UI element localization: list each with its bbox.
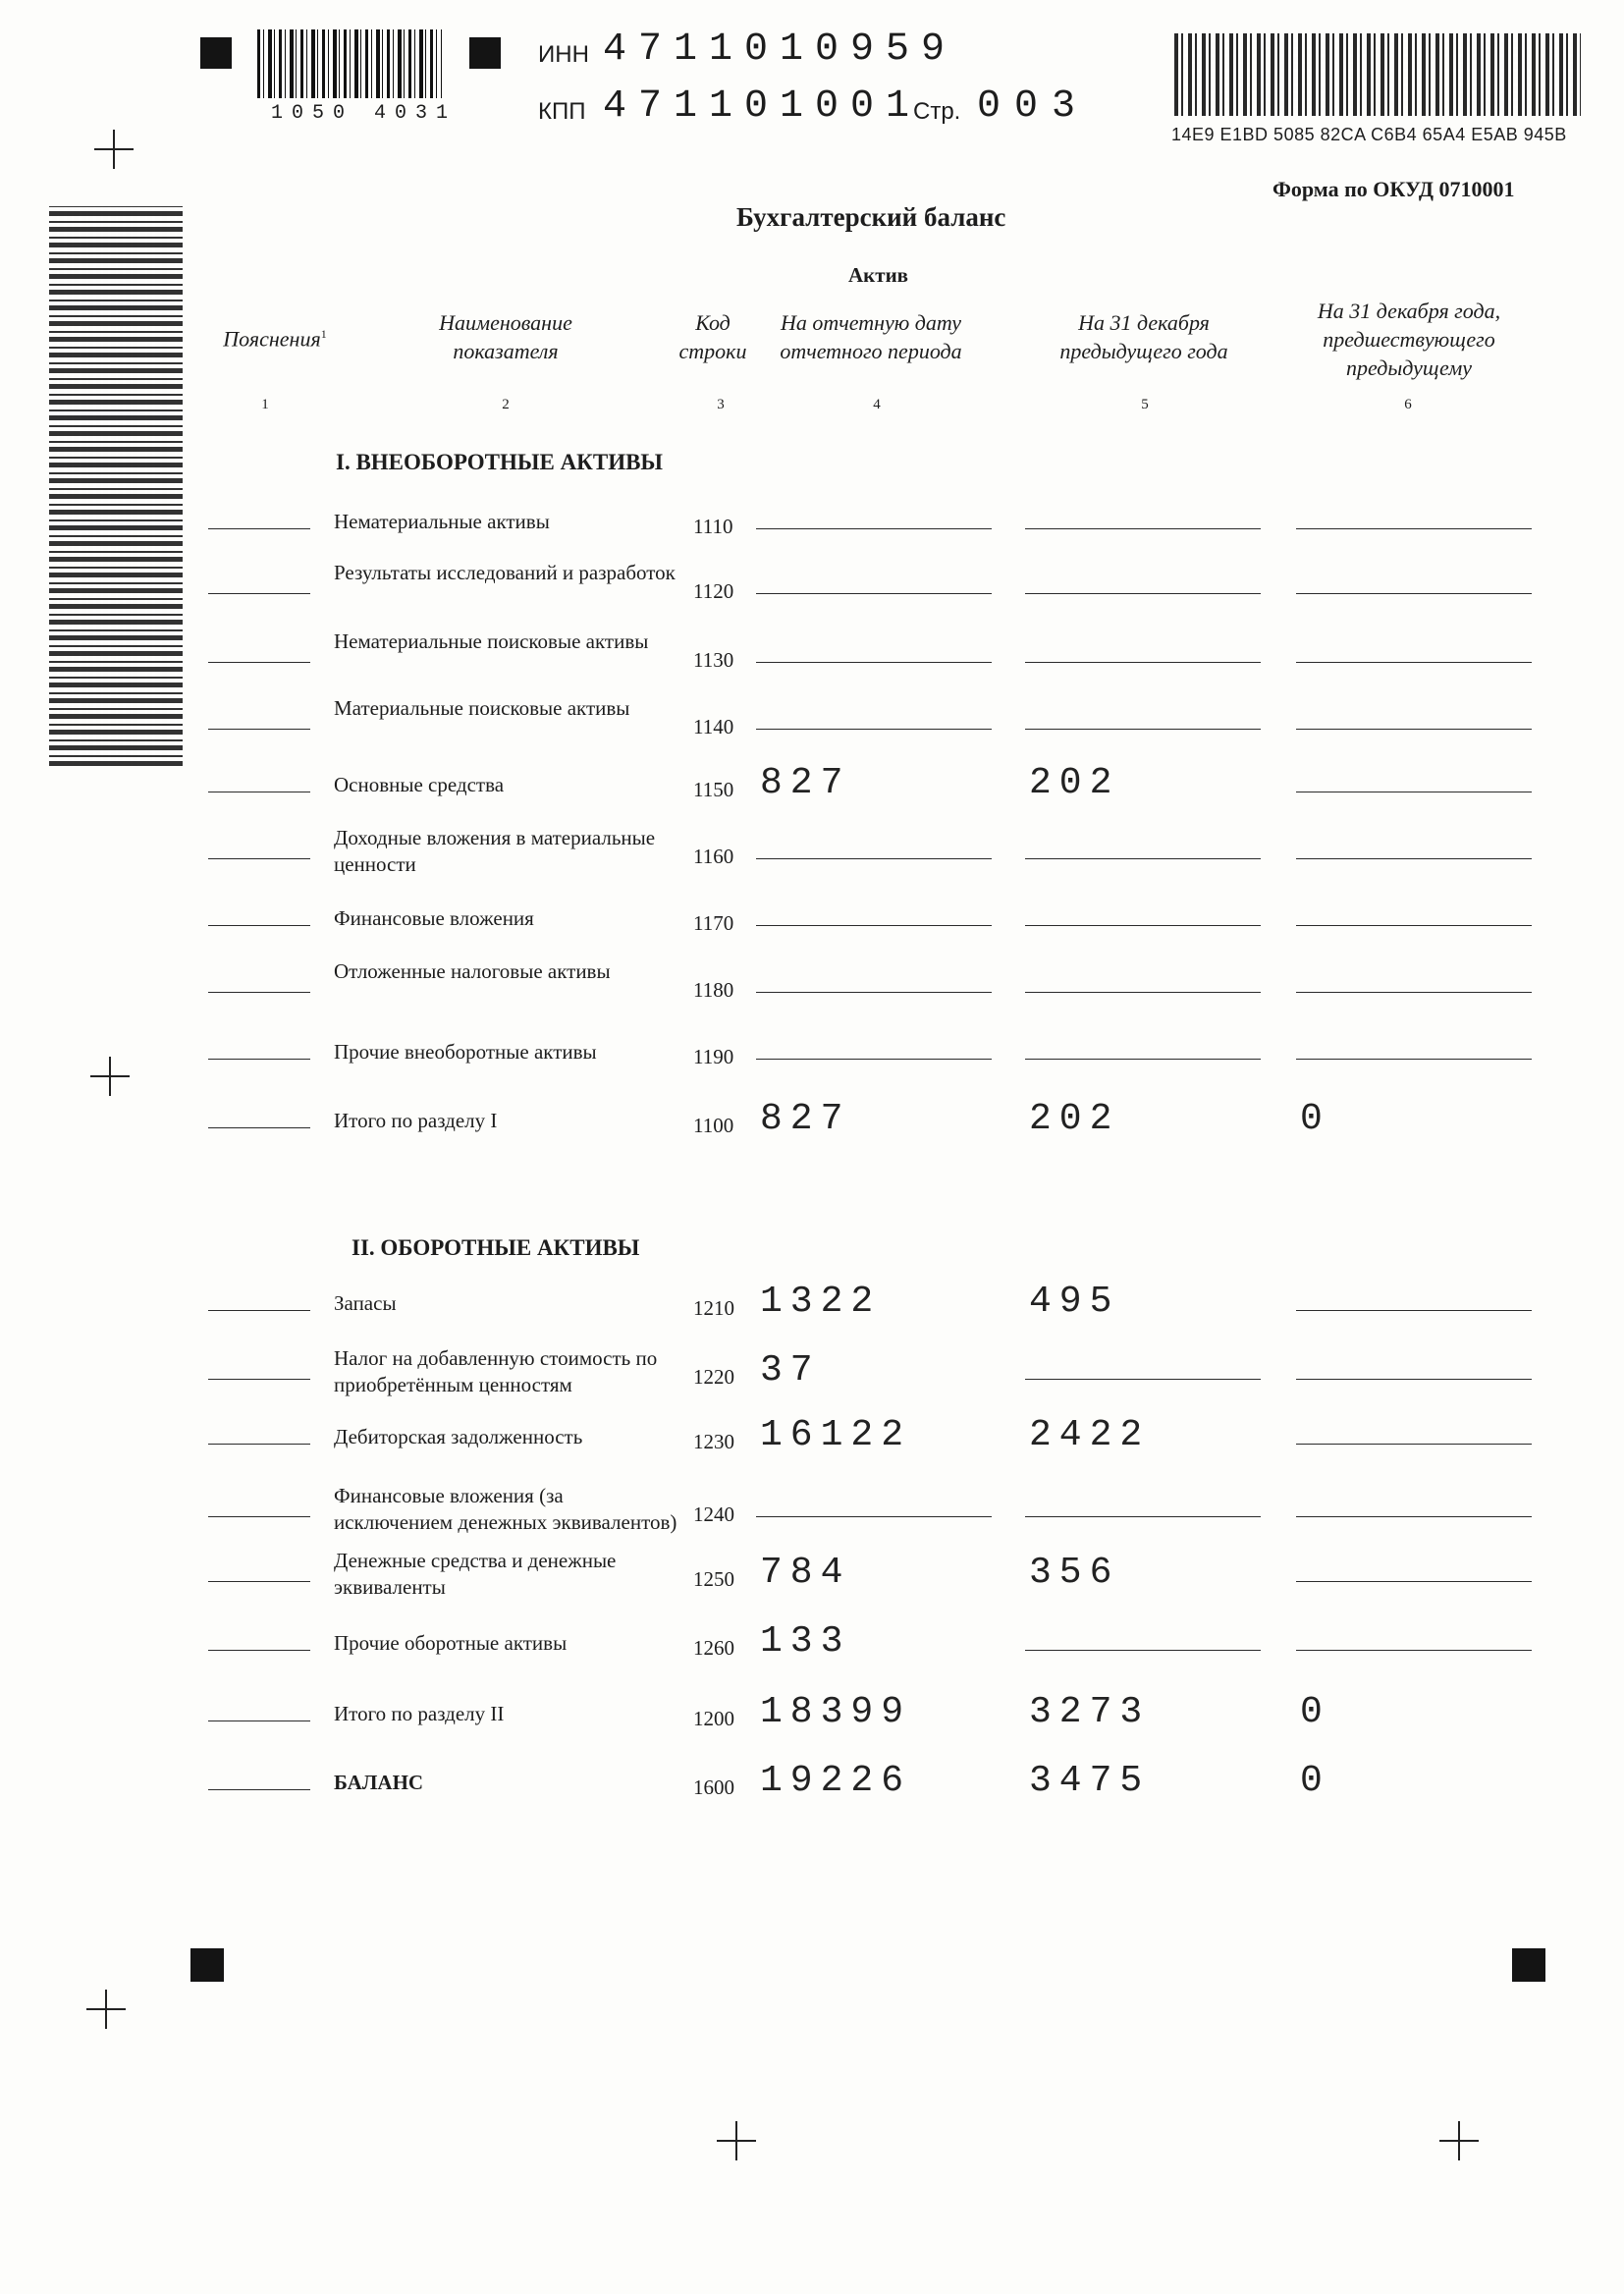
empty-value-line xyxy=(1296,662,1532,663)
row-code: 1240 xyxy=(693,1502,734,1526)
row-label: Финансовые вложения xyxy=(334,906,534,930)
column-header-prev-prev-year: На 31 декабря года, предшествующего предыдущему xyxy=(1317,299,1501,380)
row-value-col4: 16122 xyxy=(760,1414,912,1456)
registration-square-bottom-left xyxy=(190,1948,224,1982)
row-code: 1600 xyxy=(693,1775,734,1799)
row-value-col5: 3273 xyxy=(1029,1691,1151,1733)
empty-value-line xyxy=(1296,1379,1532,1380)
row-value-col4: 784 xyxy=(760,1552,851,1594)
notes-line xyxy=(208,858,310,859)
empty-value-line xyxy=(756,662,992,663)
row-label: Прочие оборотные активы xyxy=(334,1631,568,1655)
row-value-col5: 202 xyxy=(1029,1098,1120,1140)
row-label: Результаты исследований и разработок xyxy=(334,561,676,584)
empty-value-line xyxy=(1296,729,1532,730)
notes-line xyxy=(208,1127,310,1128)
empty-value-line xyxy=(756,1516,992,1517)
page-label: Стр. xyxy=(913,98,961,125)
empty-value-line xyxy=(1025,858,1261,859)
row-value-col5: 356 xyxy=(1029,1552,1120,1594)
notes-line xyxy=(208,1789,310,1790)
empty-value-line xyxy=(756,729,992,730)
column-header-notes: Пояснения$^1$ xyxy=(223,326,327,352)
inn-value: 4711010959 xyxy=(603,27,957,72)
row-value-col5: 202 xyxy=(1029,762,1120,804)
section-1-title: I. ВНЕОБОРОТНЫЕ АКТИВЫ xyxy=(336,450,664,474)
empty-value-line xyxy=(1025,1059,1261,1060)
row-code: 1110 xyxy=(693,515,733,538)
notes-line xyxy=(208,729,310,730)
column-header-current-period: На отчетную дату отчетного периода xyxy=(780,310,962,363)
footnote-mark: 1 xyxy=(320,327,327,341)
row-label: Материальные поисковые активы xyxy=(334,696,630,720)
empty-value-line xyxy=(756,925,992,926)
crosshair-mark xyxy=(1439,2121,1479,2160)
empty-value-line xyxy=(756,858,992,859)
notes-line xyxy=(208,528,310,529)
empty-value-line xyxy=(1296,1310,1532,1311)
row-code: 1180 xyxy=(693,978,734,1002)
row-code: 1100 xyxy=(693,1114,734,1137)
row-code: 1250 xyxy=(693,1567,734,1591)
registration-square-top-left xyxy=(200,37,232,69)
row-value-col5: 495 xyxy=(1029,1281,1120,1323)
kpp-label: КПП xyxy=(538,98,586,125)
column-number-6: 6 xyxy=(1404,397,1412,412)
row-code: 1230 xyxy=(693,1430,734,1453)
row-label: Прочие внеоборотные активы xyxy=(334,1040,597,1064)
row-label: Отложенные налоговые активы xyxy=(334,959,611,983)
notes-line xyxy=(208,593,310,594)
notes-line xyxy=(208,925,310,926)
row-value-col4: 827 xyxy=(760,1098,851,1140)
notes-line xyxy=(208,1650,310,1651)
column-number-3: 3 xyxy=(717,397,725,412)
empty-value-line xyxy=(1296,1444,1532,1445)
column-header-prev-year: На 31 декабря предыдущего года xyxy=(1059,310,1228,363)
row-label: Итого по разделу I xyxy=(334,1109,498,1132)
row-value-col4: 37 xyxy=(760,1349,821,1392)
column-number-5: 5 xyxy=(1141,397,1149,412)
row-code: 1200 xyxy=(693,1707,734,1730)
column-header-indicator: Наименование показателя xyxy=(439,310,572,363)
empty-value-line xyxy=(1025,1650,1261,1651)
row-value-col5: 3475 xyxy=(1029,1760,1151,1802)
crosshair-mark xyxy=(717,2121,756,2160)
side-2d-barcode xyxy=(49,206,183,766)
barcode-number: 1050 4031 xyxy=(271,102,458,125)
notes-line xyxy=(208,1444,310,1445)
row-label: БАЛАНС xyxy=(334,1771,424,1794)
okud-form-code: Форма по ОКУД 0710001 xyxy=(1272,177,1515,201)
row-code: 1260 xyxy=(693,1636,734,1660)
notes-line xyxy=(208,662,310,663)
crosshair-mark xyxy=(86,1990,126,2029)
row-label: Налог на добавленную стоимость по приобретённым ценностям xyxy=(334,1346,658,1396)
empty-value-line xyxy=(1025,729,1261,730)
empty-value-line xyxy=(1025,528,1261,529)
empty-value-line xyxy=(1296,1059,1532,1060)
row-value-col4: 18399 xyxy=(760,1691,912,1733)
empty-value-line xyxy=(756,528,992,529)
empty-value-line xyxy=(1296,593,1532,594)
row-code: 1170 xyxy=(693,911,734,935)
row-code: 1120 xyxy=(693,579,734,603)
notes-line xyxy=(208,1720,310,1721)
2d-barcode xyxy=(1174,33,1581,116)
row-label: Запасы xyxy=(334,1291,397,1315)
row-label: Нематериальные активы xyxy=(334,510,550,533)
empty-value-line xyxy=(1296,528,1532,529)
row-code: 1190 xyxy=(693,1045,734,1068)
empty-value-line xyxy=(1296,925,1532,926)
empty-value-line xyxy=(1025,593,1261,594)
row-value-col5: 2422 xyxy=(1029,1414,1151,1456)
row-label: Денежные средства и денежные эквиваленты xyxy=(334,1549,617,1599)
notes-line xyxy=(208,1581,310,1582)
row-value-col4: 19226 xyxy=(760,1760,912,1802)
empty-value-line xyxy=(1296,1581,1532,1582)
row-label: Дебиторская задолженность xyxy=(334,1425,583,1448)
section-2-title: II. ОБОРОТНЫЕ АКТИВЫ xyxy=(352,1235,640,1260)
document-subtitle: Актив xyxy=(848,263,909,287)
row-value-col4: 1322 xyxy=(760,1281,882,1323)
row-label: Финансовые вложения (за исключением денежных эквивалентов) xyxy=(334,1484,677,1534)
empty-value-line xyxy=(1296,858,1532,859)
row-label: Доходные вложения в материальные ценности xyxy=(334,826,656,876)
row-value-col6: 0 xyxy=(1300,1691,1330,1733)
column-number-2: 2 xyxy=(502,397,510,412)
empty-value-line xyxy=(1296,1650,1532,1651)
linear-barcode xyxy=(257,29,442,98)
row-code: 1150 xyxy=(693,778,734,801)
row-code: 1160 xyxy=(693,845,734,868)
registration-square-top-middle xyxy=(469,37,501,69)
empty-value-line xyxy=(756,593,992,594)
kpp-value: 471101001 xyxy=(603,84,922,129)
row-label: Итого по разделу II xyxy=(334,1702,505,1725)
column-number-4: 4 xyxy=(873,397,881,412)
empty-value-line xyxy=(1025,1379,1261,1380)
row-value-col6: 0 xyxy=(1300,1098,1330,1140)
notes-line xyxy=(208,992,310,993)
empty-value-line xyxy=(756,1059,992,1060)
document-hex-code: 14E9 E1BD 5085 82CA C6B4 65A4 E5AB 945B xyxy=(1171,125,1567,144)
page-value: 003 xyxy=(977,84,1090,129)
empty-value-line xyxy=(756,992,992,993)
column-header-code: Код строки xyxy=(678,310,747,363)
crosshair-mark xyxy=(94,130,134,169)
empty-value-line xyxy=(1025,1516,1261,1517)
notes-line xyxy=(208,1310,310,1311)
empty-value-line xyxy=(1296,992,1532,993)
row-label: Нематериальные поисковые активы xyxy=(334,629,649,653)
row-label: Основные средства xyxy=(334,773,505,796)
inn-label: ИНН xyxy=(538,41,589,68)
row-value-col4: 827 xyxy=(760,762,851,804)
crosshair-mark xyxy=(90,1057,130,1096)
registration-square-bottom-right xyxy=(1512,1948,1545,1982)
notes-line xyxy=(208,1379,310,1380)
empty-value-line xyxy=(1025,662,1261,663)
document-title: Бухгалтерский баланс xyxy=(736,202,1006,232)
row-code: 1220 xyxy=(693,1365,734,1389)
column-number-1: 1 xyxy=(261,397,269,412)
empty-value-line xyxy=(1025,925,1261,926)
row-code: 1140 xyxy=(693,715,734,738)
notes-line xyxy=(208,1059,310,1060)
notes-line xyxy=(208,1516,310,1517)
row-code: 1130 xyxy=(693,648,734,672)
row-value-col6: 0 xyxy=(1300,1760,1330,1802)
row-value-col4: 133 xyxy=(760,1620,851,1663)
empty-value-line xyxy=(1296,1516,1532,1517)
empty-value-line xyxy=(1025,992,1261,993)
row-code: 1210 xyxy=(693,1296,734,1320)
